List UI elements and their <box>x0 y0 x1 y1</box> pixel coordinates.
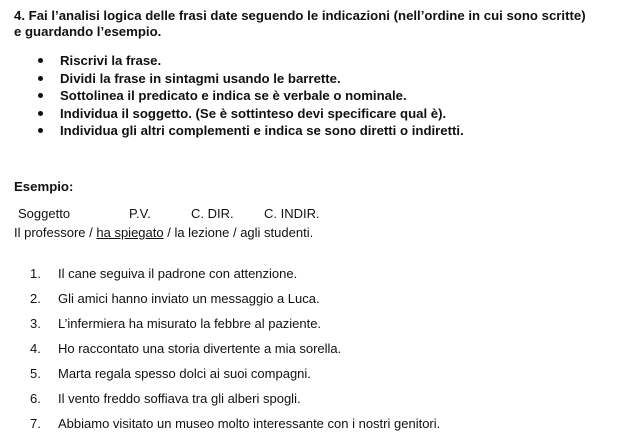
bullet-item <box>38 70 464 88</box>
example-sentence <box>14 225 313 240</box>
bullet-text: Individua il soggetto. (Se è sottinteso devi specificare qual è). <box>60 105 447 121</box>
instructions-line-2: e guardando l’esempio. <box>14 24 162 39</box>
item-number: 3. <box>30 316 41 331</box>
exercise-instructions <box>14 8 629 40</box>
label-predicate: P.V. <box>129 206 151 221</box>
item-number: 6. <box>30 391 41 406</box>
item-text: Ho raccontato una storia divertente a mia sorella. <box>58 341 342 356</box>
bullet-dot-icon <box>38 128 43 133</box>
item-text: Il vento freddo soffiava tra gli alberi spogli. <box>58 391 301 406</box>
item-number: 2. <box>30 291 41 306</box>
list-item <box>30 391 440 416</box>
list-item <box>30 266 440 291</box>
sentence-part-subject: Il professore / <box>14 225 97 240</box>
bullet-item <box>38 52 464 70</box>
list-item <box>30 366 440 391</box>
item-number: 5. <box>30 366 41 381</box>
example-heading: Esempio: <box>14 179 74 194</box>
exercise-sentence-list <box>30 266 440 441</box>
bullet-text: Riscrivi la frase. <box>60 53 162 68</box>
bullet-dot-icon <box>38 111 43 116</box>
bullet-dot-icon <box>38 93 43 98</box>
bullet-item <box>38 87 464 105</box>
label-direct-object: C. DIR. <box>191 206 234 221</box>
sentence-part-complements: / la lezione / agli studenti. <box>163 225 314 240</box>
bullet-text: Sottolinea il predicato e indica se è verbale o nominale. <box>60 88 407 103</box>
list-item <box>30 416 440 441</box>
list-item <box>30 341 440 366</box>
item-text: Gli amici hanno inviato un messaggio a Luca. <box>58 291 320 306</box>
item-number: 4. <box>30 341 41 356</box>
item-text: L’infermiera ha misurato la febbre al paziente. <box>58 316 322 331</box>
item-text: Abbiamo visitato un museo molto interessante con i nostri genitori. <box>58 416 441 431</box>
item-text: Il cane seguiva il padrone con attenzione. <box>58 266 298 281</box>
bullet-item <box>38 105 464 123</box>
task-bullet-list <box>38 52 464 140</box>
bullet-dot-icon <box>38 76 43 81</box>
sentence-predicate-underlined: ha spiegato <box>96 225 164 240</box>
bullet-text: Dividi la frase in sintagmi usando le barrette. <box>60 70 341 86</box>
instructions-line-1: 4. Fai l’analisi logica delle frasi date seguendo le indicazioni (nell’ordine in cui sono scritte) <box>14 8 586 23</box>
item-text: Marta regala spesso dolci ai suoi compagni. <box>58 366 311 381</box>
item-number: 7. <box>30 416 41 431</box>
bullet-item <box>38 122 464 140</box>
list-item <box>30 316 440 341</box>
list-item <box>30 291 440 316</box>
bullet-dot-icon <box>38 58 43 63</box>
item-number: 1. <box>30 266 41 281</box>
label-indirect-object: C. INDIR. <box>264 206 320 221</box>
bullet-text: Individua gli altri complementi e indica se sono diretti o indiretti. <box>60 123 464 138</box>
label-subject: Soggetto <box>18 206 71 221</box>
